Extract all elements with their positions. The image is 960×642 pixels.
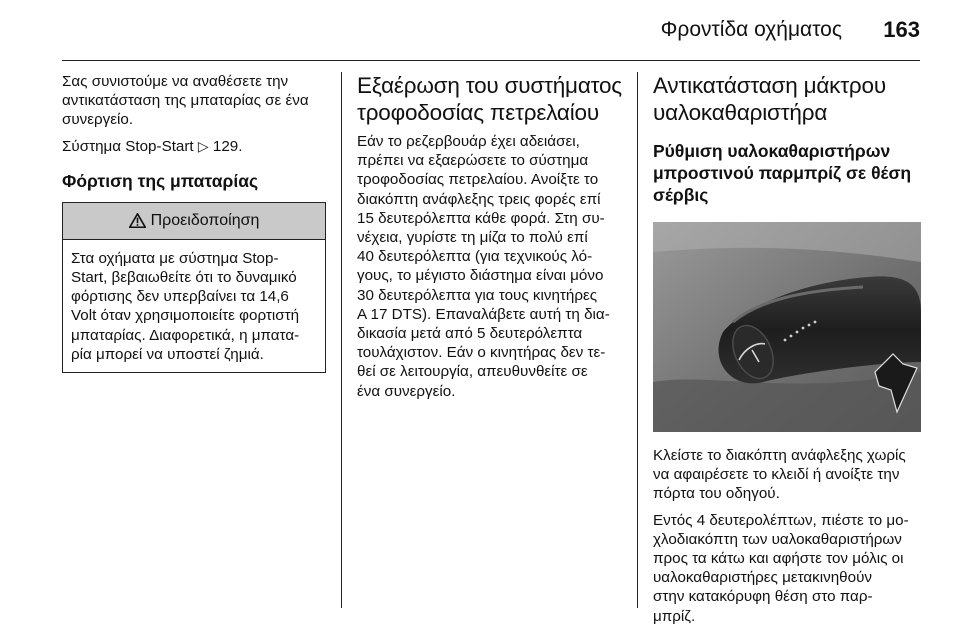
intro-paragraph: Σας συνιστούμε να αναθέσετε την αντικατάσταση της μπαταρίας σε ένα συνεργείο. [62,73,309,129]
reference-arrow-icon: ▷ [197,137,209,154]
warning-box [62,202,326,373]
page-header [0,0,960,62]
column-middle [357,72,622,408]
page-number: 163 [883,17,920,42]
instruction-paragraph-2: Εντός 4 δευτερολέπτων, πιέστε το μο- χλοδιακόπτη των υαλοκαθαριστήρων προς τα κάτω και αφήστε τον μόλις οι υαλοκαθαριστήρες μετακινηθούν στην κατακόρυφη θέση στο παρ- μπρίζ. [653,511,909,625]
column-divider [341,72,342,608]
wiper-stalk-illustration [653,222,921,432]
section-heading-wiper-blade: Αντικατάσταση μάκτρου υαλοκαθαριστήρα [653,73,886,125]
warning-triangle-icon [129,213,146,228]
section-heading-fuel-bleeding: Εξαέρωση του συστήματος τροφοδοσίας πετρελαίου [357,73,622,125]
column-right [653,72,921,633]
body-paragraph: Εάν το ρεζερβουάρ έχει αδειάσει, πρέπει να εξαερώσετε το σύστημα τροφοδοσίας πετρελαίου. Ανοίξτε το διακόπτη ανάφλεξης τρεις φορές επί 15 δευτερόλεπτα κάθε φορά. Στη συ- νέχεια, γυρίστε τη μίζα το πολύ επί 40 δευτερόλεπτα (για τεχνικούς λό- γους, το μέγιστο διάστημα είναι μόνο 30 δευτερόλεπτα για τους κινητήρες A 17 DTS). Επαναλάβετε αυτή τη δια- δικασία μετά από 5 δευτερόλεπτα τουλάχιστον. Εάν ο κινητήρας δεν τε- θεί σε λειτουργία, απευθυνθείτε σε ένα συνεργείο. [357,133,610,400]
subheading-battery-charging: Φόρτιση της μπαταρίας [62,170,259,191]
header-rule [62,60,920,61]
header-title: Φροντίδα οχήματος [660,18,842,41]
cross-reference[interactable]: Σύστημα Stop-Start ▷ 129. [62,137,243,155]
warning-title: Προειδοποίηση [150,212,260,230]
column-left [62,72,326,373]
instruction-paragraph-1: Κλείστε το διακόπτη ανάφλεξης χωρίς να αφαιρέσετε το κλειδί ή ανοίξτε την πόρτα του οδηγού. [653,447,906,503]
subheading-service-position: Ρύθμιση υαλοκαθαριστήρων μπροστινού παρμπρίζ σε θέση σέρβις [653,141,912,205]
warning-text: Στα οχήματα με σύστημα Stop- Start, βεβαιωθείτε ότι το δυναμικό φόρτισης δεν υπερβαίνει τα 14,6 Volt όταν χρησιμοποιείτε φορτιστή μπαταρίας. Διαφορετικά, η μπατα- ρία μπορεί να υποστεί ζημιά. [71,249,300,363]
column-divider [637,72,638,608]
warning-header [63,203,325,240]
wiper-stalk-photo [653,222,921,432]
